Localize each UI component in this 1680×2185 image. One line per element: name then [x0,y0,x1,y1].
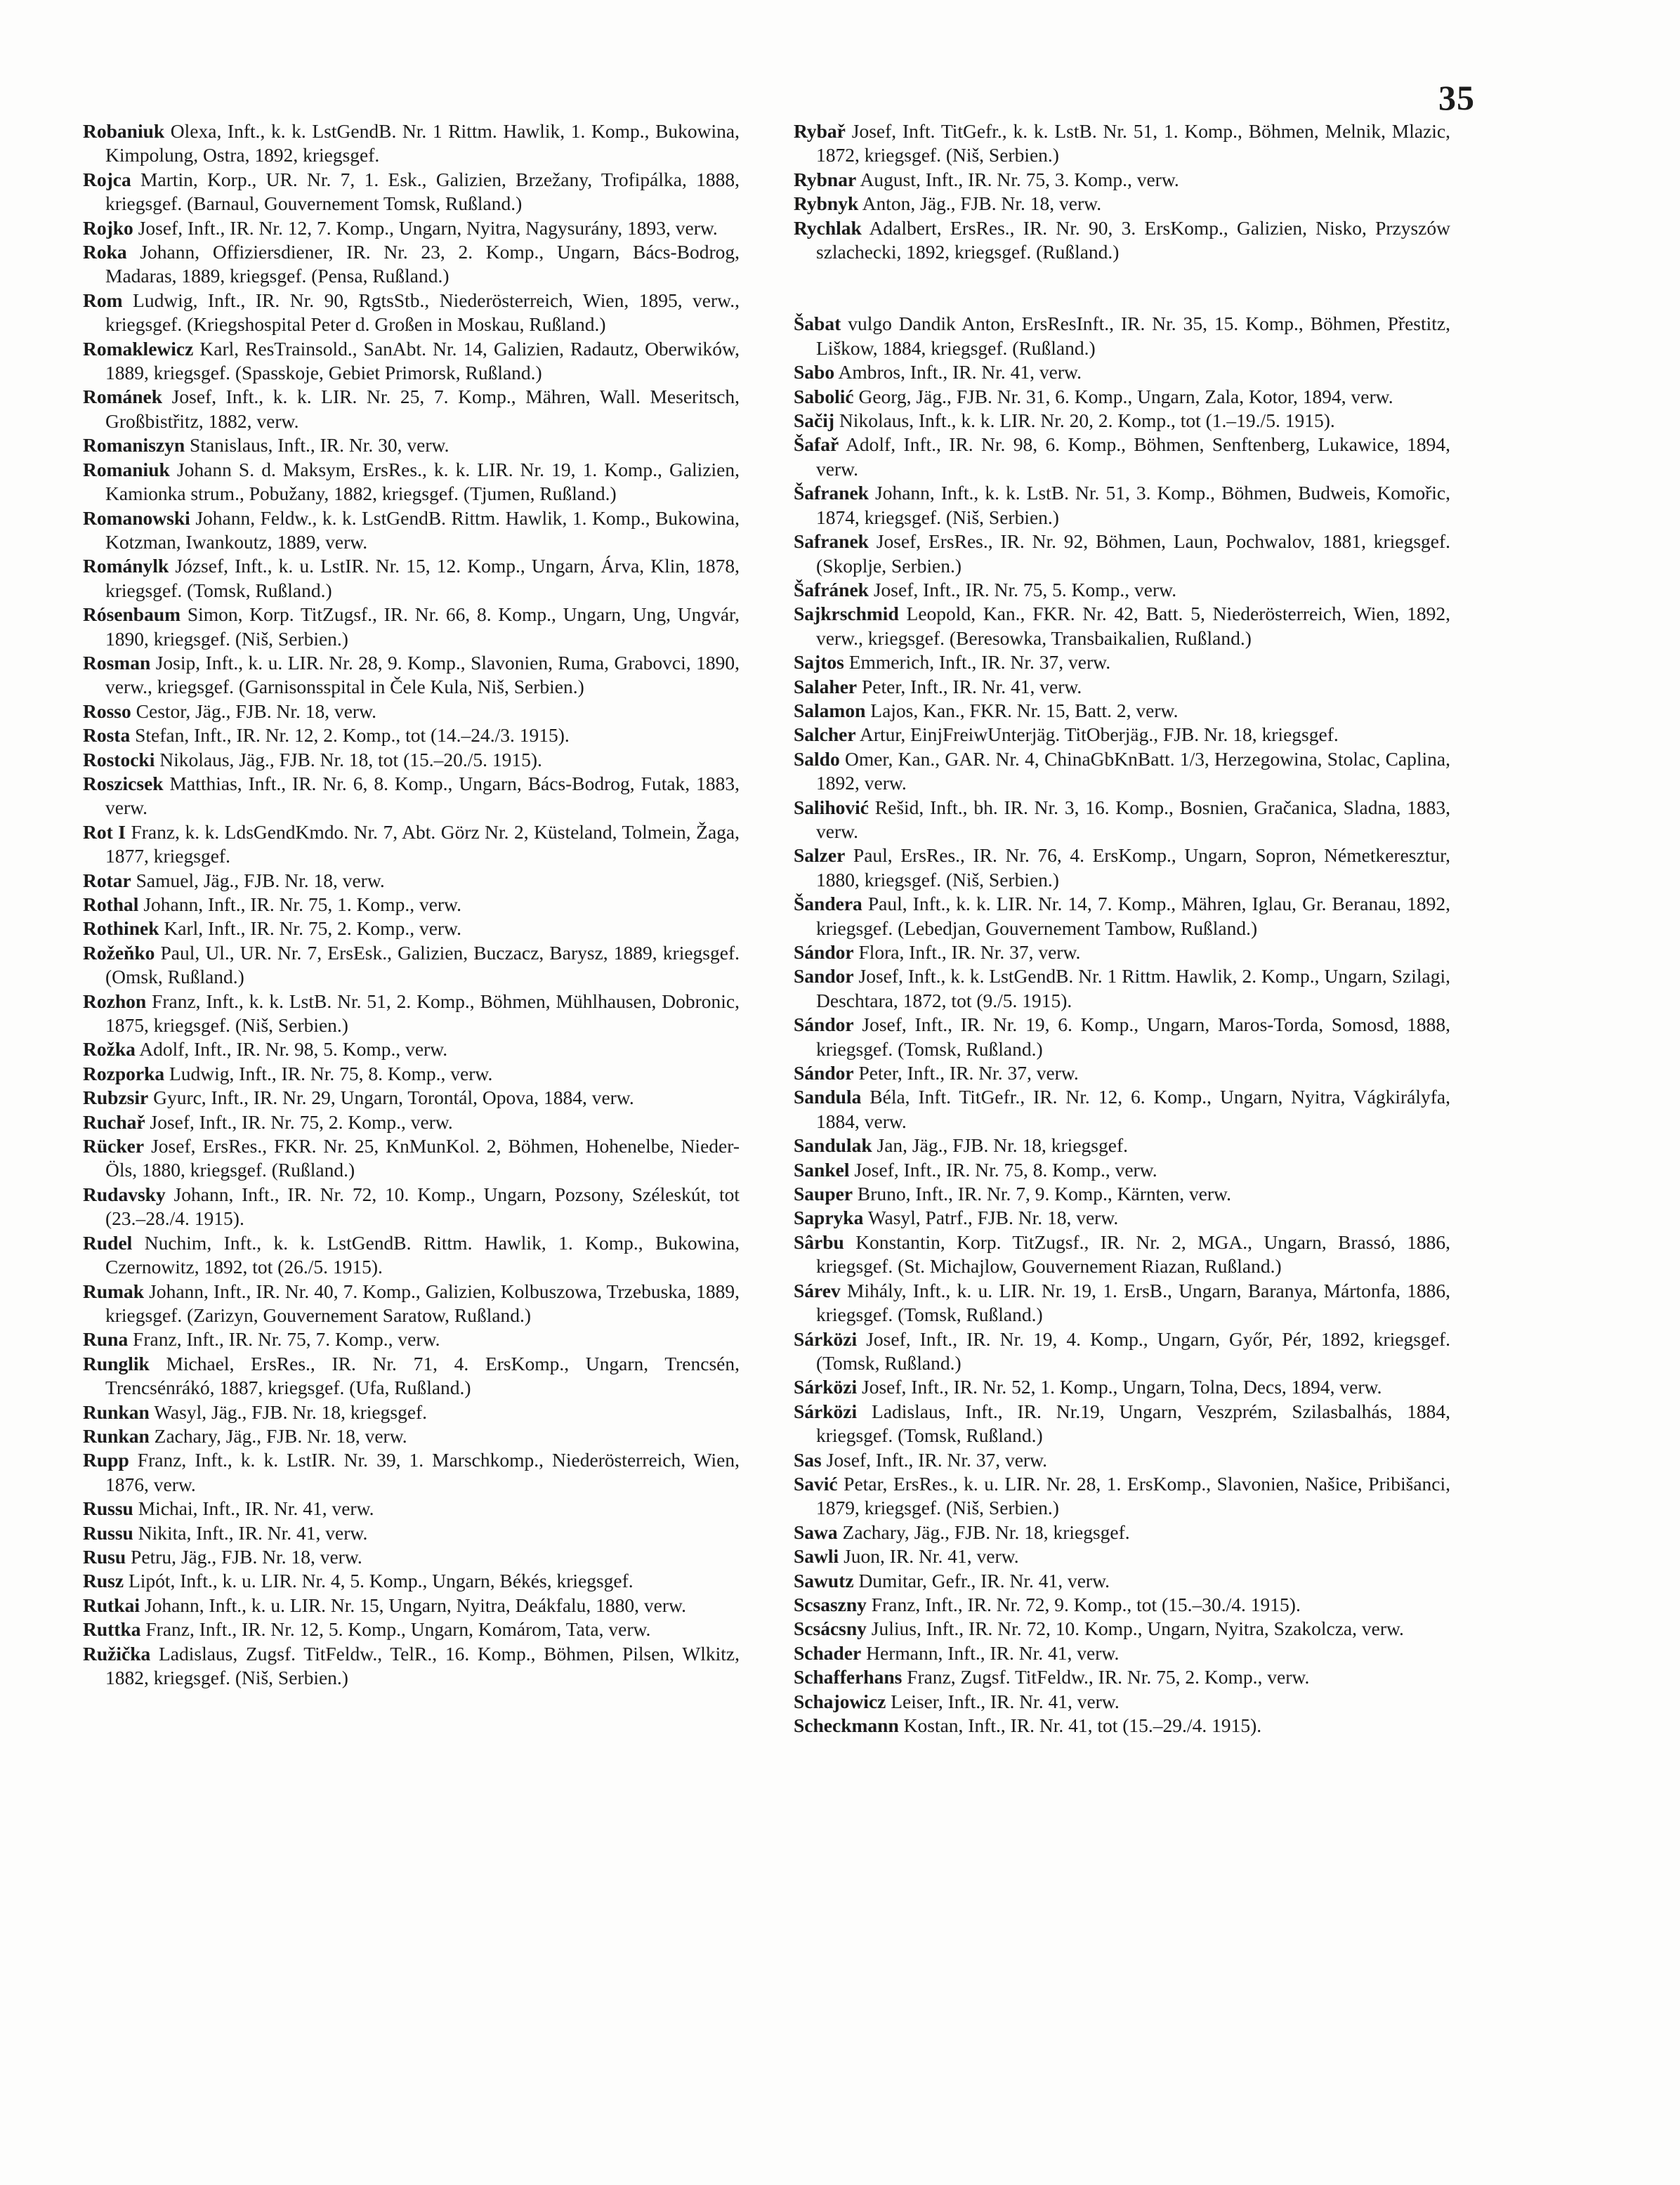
entry-surname: Rojko [83,216,133,239]
register-entry [83,1521,740,1545]
register-entry [794,1665,1450,1689]
entry-surname: Rozhon [83,990,147,1012]
register-entry [83,990,740,1038]
register-entry [794,360,1450,384]
entry-surname: Sabo [794,361,835,383]
register-entry [83,1497,740,1521]
entry-details: Johann, Inft., k. u. LIR. Nr. 15, Ungarn, Nyitra, Deákfalu, 1880, verw. [144,1594,686,1616]
register-entry [794,1013,1450,1061]
entry-details: Josef, Inft., IR. Nr. 12, 7. Komp., Ungarn, Nyitra, Nagysurány, 1893, verw. [138,216,718,239]
entry-details: Simon, Korp. TitZugsf., IR. Nr. 66, 8. Komp., Ungarn, Ung, Ungvár, 1890, kriegsgef. (Niš, Serbien.) [105,603,740,650]
entry-surname: Rothal [83,893,139,915]
entry-surname: Salihović [794,796,869,818]
entry-surname: Rücker [83,1135,145,1157]
register-entry [83,1062,740,1086]
entry-details: Paul, Inft., k. k. LIR. Nr. 14, 7. Komp., Mähren, Iglau, Gr. Beranau, 1892, kriegsgef. (Lebedjan, Gouvernement Tambow, Rußland.) [816,893,1451,939]
entry-surname: Sárközi [794,1376,858,1398]
entry-surname: Šabat [794,313,841,335]
entry-surname: Rumak [83,1280,145,1302]
entry-details: Johann, Inft., IR. Nr. 75, 1. Komp., verw. [143,893,462,915]
entry-surname: Rudavsky [83,1183,166,1205]
register-entry [794,409,1450,433]
register-entry [794,699,1450,723]
entry-surname: Rósenbaum [83,603,181,626]
entry-details: Franz, Inft., IR. Nr. 72, 9. Komp., tot (15.–30./4. 1915). [871,1593,1301,1615]
entry-surname: Rot I [83,820,126,843]
entry-details: Kostan, Inft., IR. Nr. 41, tot (15.–29./4. 1915). [903,1714,1262,1736]
entry-surname: Sandulak [794,1134,872,1157]
register-entry [794,481,1450,530]
register-entry [83,1086,740,1110]
register-entry [83,506,740,555]
entry-surname: Robaniuk [83,120,165,142]
register-entry [83,216,740,240]
register-entry [794,1158,1450,1182]
register-entry [83,1183,740,1231]
entry-details: Mihály, Inft., k. u. LIR. Nr. 19, 1. ErsB., Ungarn, Baranya, Mártonfa, 1886, kriegsgef. (Tomsk, Rußland.) [816,1279,1450,1326]
entry-details: Johann S. d. Maksym, ErsRes., k. k. LIR. Nr. 19, 1. Komp., Galizien, Kamionka strum., Pobužany, 1882, kriegsgef. (Tjumen, Rußland.) [105,458,740,505]
register-entry [794,385,1450,409]
entry-details: Adolf, Inft., IR. Nr. 98, 5. Komp., verw. [139,1038,448,1061]
register-entry [794,168,1450,192]
register-entry [794,747,1450,796]
register-entry [794,1544,1450,1568]
entry-details: Paul, Ul., UR. Nr. 7, ErsEsk., Galizien, Buczacz, Barysz, 1889, kriegsgef. (Omsk, Rußland.) [105,941,740,988]
entry-details: Franz, Inft., IR. Nr. 75, 7. Komp., verw. [133,1328,440,1351]
register-entry [794,1375,1450,1399]
entry-surname: Sauper [794,1183,853,1205]
entry-details: Johann, Inft., IR. Nr. 72, 10. Komp., Ungarn, Pozsony, Széleskút, tot (23.–28./4. 1915). [105,1183,740,1230]
entry-surname: Sawa [794,1521,838,1543]
entry-details: Wasyl, Jäg., FJB. Nr. 18, kriegsgef. [154,1400,428,1423]
register-entry [83,1400,740,1424]
register-entry [794,433,1450,481]
register-entry [794,964,1450,1013]
register-entry [83,168,740,216]
entry-details: Johann, Inft., IR. Nr. 40, 7. Komp., Galizien, Kolbuszowa, Trzebuska, 1889, kriegsgef. (Zarizyn, Gouvernement Saratow, Rußland.) [105,1280,740,1326]
register-entry [83,1327,740,1351]
register-entry [83,772,740,820]
entry-surname: Sas [794,1448,822,1471]
entry-surname: Saldo [794,747,840,770]
register-entry [83,1594,740,1618]
entry-surname: Salzer [794,844,846,867]
register-entry [83,869,740,893]
entry-details: Franz, Inft., k. k. LstB. Nr. 51, 2. Komp., Böhmen, Mühlhausen, Dobronic, 1875, kriegsgef. (Niš, Serbien.) [105,990,740,1037]
entry-details: Hermann, Inft., IR. Nr. 41, verw. [866,1641,1120,1664]
entry-surname: Runkan [83,1400,150,1423]
entry-details: vulgo Dandik Anton, ErsResInft., IR. Nr. 35, 15. Komp., Böhmen, Přestitz, Liškow, 1884, kriegsgef. (Rußland.) [816,313,1450,359]
entry-details: Josef, Inft., IR. Nr. 75, 2. Komp., verw. [150,1110,453,1133]
entry-surname: Rybnar [794,168,857,190]
entry-details: Paul, ErsRes., IR. Nr. 76, 4. ErsKomp., Ungarn, Sopron, Németkeresztur, 1880, kriegsgef. (Niš, Serbien.) [816,844,1451,891]
entry-surname: Safranek [794,530,869,553]
entry-surname: Rybnyk [794,192,859,215]
entry-details: Josef, Inft. TitGefr., k. k. LstB. Nr. 51, 1. Komp., Böhmen, Melnik, Mlazic, 1872, kriegsgef. (Niš, Serbien.) [816,120,1451,166]
entry-details: Adolf, Inft., IR. Nr. 98, 6. Komp., Böhmen, Senftenberg, Lukawice, 1894, verw. [816,433,1450,480]
entry-details: Karl, Inft., IR. Nr. 75, 2. Komp., verw. [164,917,462,940]
register-entry [794,119,1450,168]
register-entry [794,1061,1450,1085]
entry-details: Rešid, Inft., bh. IR. Nr. 3, 16. Komp., Bosnien, Gračanica, Sladna, 1883, verw. [816,796,1450,842]
entry-surname: Scsaszny [794,1593,867,1615]
entry-details: Michael, ErsRes., IR. Nr. 71, 4. ErsKomp., Ungarn, Trencsén, Trencsénrákó, 1887, kriegsgef. (Ufa, Rußland.) [105,1352,740,1399]
register-entry [83,385,740,433]
entry-surname: Sárközi [794,1400,858,1422]
register-entry [794,675,1450,699]
entry-details: Josef, Inft., IR. Nr. 52, 1. Komp., Ungarn, Tolna, Decs, 1894, verw. [862,1376,1382,1398]
entry-surname: Runa [83,1328,129,1351]
register-entry [794,312,1450,360]
entry-details: Cestor, Jäg., FJB. Nr. 18, verw. [136,700,377,722]
entry-surname: Rutkai [83,1594,140,1616]
entry-details: Ladislaus, Zugsf. TitFeldw., TelR., 16. Komp., Böhmen, Pilsen, Wlkitz, 1882, kriegsgef. (Niš, Serbien.) [105,1642,740,1688]
register-entry [83,941,740,990]
entry-surname: Rychlak [794,216,862,239]
entry-surname: Sárev [794,1279,841,1301]
register-entry [83,1618,740,1641]
register-entry [794,602,1450,650]
entry-surname: Sapryka [794,1207,864,1229]
entry-details: Johann, Inft., k. k. LstB. Nr. 51, 3. Komp., Böhmen, Budweis, Komořic, 1874, kriegsgef. (Niš, Serbien.) [816,482,1450,528]
register-entry [794,844,1450,892]
register-entry [83,1134,740,1183]
entry-details: József, Inft., k. u. LstIR. Nr. 15, 12. Komp., Ungarn, Árva, Klin, 1878, kriegsgef. (Tomsk, Rußland.) [105,555,740,601]
entry-details: Stanislaus, Inft., IR. Nr. 30, verw. [190,434,449,457]
entry-surname: Runglik [83,1352,150,1374]
entry-surname: Scsácsny [794,1618,867,1640]
register-entry [83,433,740,457]
entry-surname: Rubzsir [83,1087,149,1109]
entry-surname: Rožka [83,1038,136,1061]
entry-surname: Romaniuk [83,458,170,480]
entry-surname: Rozporka [83,1062,165,1084]
entry-surname: Salcher [794,723,856,746]
entry-details: Josef, Inft., k. k. LIR. Nr. 25, 7. Komp., Mähren, Wall. Meseritsch, Großbistřitz, 1882, verw. [105,386,740,432]
entry-details: Nuchim, Inft., k. k. LstGendB. Rittm. Hawlik, 1. Komp., Bukowina, Czernowitz, 1892, tot (26./5. 1915). [105,1231,740,1278]
entry-details: Zachary, Jäg., FJB. Nr. 18, kriegsgef. [842,1521,1130,1543]
entry-surname: Rosso [83,700,131,722]
entry-surname: Romaklewicz [83,337,194,360]
entry-surname: Russu [83,1497,133,1520]
register-entry [83,1231,740,1280]
register-entry [83,1424,740,1448]
entry-surname: Sajtos [794,651,844,674]
register-entry [83,119,740,168]
register-entry [794,1182,1450,1206]
entry-details: Anton, Jäg., FJB. Nr. 18, verw. [862,192,1102,215]
register-entry [794,216,1450,265]
entry-surname: Rudel [83,1231,133,1254]
entry-details: August, Inft., IR. Nr. 75, 3. Komp., verw. [860,168,1179,190]
entry-surname: Ružička [83,1642,151,1665]
entry-surname: Rybař [794,120,846,142]
entry-surname: Rotar [83,869,131,891]
register-entry [83,651,740,700]
entry-details: Bruno, Inft., IR. Nr. 7, 9. Komp., Kärnten, verw. [857,1183,1232,1205]
entry-details: Stefan, Inft., IR. Nr. 12, 2. Komp., tot (14.–24./3. 1915). [135,724,570,747]
entry-details: Peter, Inft., IR. Nr. 37, verw. [858,1062,1079,1084]
entry-surname: Roszicsek [83,772,164,794]
entry-details: Josef, Inft., IR. Nr. 19, 6. Komp., Ungarn, Maros-Torda, Somosd, 1888, kriegsgef. (Tomsk, Rußland.) [816,1013,1451,1060]
page-number: 35 [1438,78,1475,117]
entry-details: Lipót, Inft., k. u. LIR. Nr. 4, 5. Komp., Ungarn, Békés, kriegsgef. [128,1570,634,1592]
register-entry [83,820,740,869]
entry-surname: Sajkrschmid [794,603,899,625]
register-entry [794,1521,1450,1544]
entry-surname: Sabolić [794,385,854,407]
entry-details: Jan, Jäg., FJB. Nr. 18, kriegsgef. [877,1134,1128,1157]
entry-details: Artur, EinjFreiwUnterjäg. TitOberjäg., FJB. Nr. 18, kriegsgef. [859,723,1339,746]
entry-surname: Šafař [794,433,839,456]
entry-details: Ambros, Inft., IR. Nr. 41, verw. [838,361,1082,383]
entry-details: Martin, Korp., UR. Nr. 7, 1. Esk., Galizien, Brzežany, Trofipálka, 1888, kriegsgef. (Barnaul, Gouvernement Tomsk, Rußland.) [105,168,740,215]
register-entry [794,1569,1450,1593]
entry-surname: Rostocki [83,748,155,770]
entry-surname: Rojca [83,168,131,190]
register-entry [83,723,740,747]
register-entry [794,192,1450,216]
register-entry [794,940,1450,964]
register-entry [83,240,740,289]
register-entry [83,1569,740,1593]
entry-surname: Salaher [794,675,858,697]
register-entry [83,603,740,651]
entry-surname: Románek [83,386,163,408]
entry-details: Nikita, Inft., IR. Nr. 41, verw. [138,1521,368,1544]
entry-surname: Sárközi [794,1327,858,1350]
entry-surname: Sandula [794,1086,862,1108]
entry-details: Petru, Jäg., FJB. Nr. 18, verw. [131,1545,362,1568]
register-entry [83,1352,740,1400]
entry-details: Leiser, Inft., IR. Nr. 41, verw. [891,1690,1120,1712]
register-entry [83,1280,740,1328]
entry-surname: Rosta [83,724,131,747]
entry-surname: Rupp [83,1449,129,1471]
register-entry [83,554,740,603]
register-entry [794,578,1450,602]
register-entry [83,893,740,917]
entry-surname: Romanowski [83,506,190,529]
entry-details: Julius, Inft., IR. Nr. 72, 10. Komp., Ungarn, Nyitra, Szakolcza, verw. [871,1618,1404,1640]
entry-details: Omer, Kan., GAR. Nr. 4, ChinaGbKnBatt. 1/3, Herzegowina, Stolac, Caplina, 1892, verw. [816,747,1450,794]
register-entry [794,1690,1450,1714]
entry-details: Ladislaus, Inft., IR. Nr.19, Ungarn, Veszprém, Szilasbalhás, 1884, kriegsgef. (Tomsk, Rußland.) [816,1400,1451,1447]
entry-details: Karl, ResTrainsold., SanAbt. Nr. 14, Galizien, Radautz, Oberwików, 1889, kriegsgef. (Spasskoje, Gebiet Primorsk, Rußland.) [105,337,740,384]
entry-details: Ludwig, Inft., IR. Nr. 90, RgtsStb., Niederösterreich, Wien, 1895, verw., kriegsgef. (Kriegshospital Peter d. Großen in Moskau, Rußland.) [105,289,740,336]
left-column [83,119,740,1690]
register-entry [794,723,1450,747]
entry-details: Olexa, Inft., k. k. LstGendB. Nr. 1 Rittm. Hawlik, 1. Komp., Bukowina, Kimpolung, Ostra, 1892, kriegsgef. [105,120,740,166]
entry-details: Juon, IR. Nr. 41, verw. [844,1545,1019,1568]
entry-surname: Rusu [83,1545,126,1568]
entry-surname: Sankel [794,1158,850,1181]
entry-details: Gyurc, Inft., IR. Nr. 29, Ungarn, Torontál, Opova, 1884, verw. [153,1087,634,1109]
register-entry [83,1642,740,1691]
entry-details: Samuel, Jäg., FJB. Nr. 18, verw. [136,869,385,891]
entry-details: Georg, Jäg., FJB. Nr. 31, 6. Komp., Ungarn, Zala, Kotor, 1894, verw. [858,385,1393,407]
entry-surname: Runkan [83,1424,150,1447]
entry-surname: Sándor [794,1062,854,1084]
entry-details: Nikolaus, Inft., k. k. LIR. Nr. 20, 2. Komp., tot (1.–19./5. 1915). [839,409,1335,432]
register-entry [83,1545,740,1569]
register-entry [794,1134,1450,1157]
entry-surname: Schajowicz [794,1690,886,1712]
register-entry [83,337,740,386]
entry-details: Franz, Inft., IR. Nr. 12, 5. Komp., Ungarn, Komárom, Tata, verw. [145,1618,651,1641]
entry-surname: Šafránek [794,578,869,601]
entry-surname: Schader [794,1641,862,1664]
section-gap [794,264,1450,312]
entry-details: Franz, Zugsf. TitFeldw., IR. Nr. 75, 2. Komp., verw. [907,1666,1310,1688]
register-entry [794,1231,1450,1279]
register-entry [83,1110,740,1134]
entry-details: Leopold, Kan., FKR. Nr. 42, Batt. 5, Niederösterreich, Wien, 1892, verw., kriegsgef. (Beresowka, Transbaikalien, Rußland.) [816,603,1450,649]
register-entry [794,1617,1450,1641]
register-entry [794,530,1450,578]
register-entry [794,1593,1450,1617]
right-column [794,119,1450,1738]
register-entry [794,1472,1450,1521]
entry-surname: Roka [83,241,127,263]
entry-surname: Salamon [794,699,866,721]
entry-details: Flora, Inft., IR. Nr. 37, verw. [858,941,1081,963]
entry-surname: Savić [794,1472,838,1495]
entry-details: Josef, ErsRes., FKR. Nr. 25, KnMunKol. 2, Böhmen, Hohenelbe, Nieder-Öls, 1880, kriegsgef. (Rußland.) [105,1135,740,1181]
entry-details: Adalbert, ErsRes., IR. Nr. 90, 3. ErsKomp., Galizien, Nisko, Przyszów szlachecki, 1892, kriegsgef. (Rußland.) [816,216,1450,263]
entry-surname: Románylk [83,555,169,577]
entry-surname: Sándor [794,1013,854,1036]
register-entry [794,1206,1450,1230]
entry-details: Franz, k. k. LdsGendKmdo. Nr. 7, Abt. Görz Nr. 2, Küsteland, Tolmein, Žaga, 1877, kriegsgef. [105,820,740,867]
entry-surname: Sârbu [794,1231,844,1253]
entry-surname: Šandera [794,893,862,915]
entry-surname: Rosman [83,651,151,674]
entry-details: Petar, ErsRes., k. u. LIR. Nr. 28, 1. ErsKomp., Slavonien, Našice, Pribišanci, 1879, kriegsgef. (Niš, Serbien.) [816,1472,1451,1519]
register-entry [83,1037,740,1061]
entry-surname: Sándor [794,941,854,963]
entry-details: Ludwig, Inft., IR. Nr. 75, 8. Komp., verw. [169,1062,493,1084]
register-entry [83,917,740,940]
entry-details: Josef, ErsRes., IR. Nr. 92, Böhmen, Laun, Pochwalov, 1881, kriegsgef. (Skoplje, Serbien.) [816,530,1451,577]
entry-details: Nikolaus, Jäg., FJB. Nr. 18, tot (15.–20./5. 1915). [159,748,542,770]
register-entry [794,650,1450,674]
entry-details: Peter, Inft., IR. Nr. 41, verw. [862,675,1082,697]
entry-details: Josef, Inft., IR. Nr. 37, verw. [826,1448,1048,1471]
register-entry [83,458,740,506]
entry-details: Josef, Inft., IR. Nr. 75, 8. Komp., verw. [854,1158,1157,1181]
entry-surname: Ruchař [83,1110,145,1133]
register-entry [794,1641,1450,1665]
entry-surname: Schafferhans [794,1666,903,1688]
entry-details: Johann, Offiziersdiener, IR. Nr. 23, 2. Komp., Ungarn, Bács-Bodrog, Madaras, 1889, kriegsgef. (Pensa, Rußland.) [105,241,740,287]
entry-surname: Sačij [794,409,835,432]
entry-details: Johann, Feldw., k. k. LstGendB. Rittm. Hawlik, 1. Komp., Bukowina, Kotzman, Iwankoutz, 1889, verw. [105,506,740,553]
entry-details: Béla, Inft. TitGefr., IR. Nr. 12, 6. Komp., Ungarn, Nyitra, Vágkirályfa, 1884, verw. [816,1086,1451,1132]
register-entry [794,796,1450,844]
entry-surname: Rothinek [83,917,159,940]
entry-details: Michai, Inft., IR. Nr. 41, verw. [138,1497,374,1520]
entry-details: Franz, Inft., k. k. LstIR. Nr. 39, 1. Marschkomp., Niederösterreich, Wien, 1876, verw. [105,1449,740,1495]
entry-surname: Rom [83,289,123,311]
entry-surname: Rusz [83,1570,124,1592]
register-entry [794,1327,1450,1376]
entry-details: Konstantin, Korp. TitZugsf., IR. Nr. 2, MGA., Ungarn, Brassó, 1886, kriegsgef. (St. Michajlow, Gouvernement Riazan, Rußland.) [816,1231,1450,1278]
entry-surname: Sawutz [794,1569,854,1592]
register-entry [83,1448,740,1497]
entry-details: Josip, Inft., k. u. LIR. Nr. 28, 9. Komp., Slavonien, Ruma, Grabovci, 1890, verw., kriegsgef. (Garnisonsspital in Čele Kula, Niš, Serbien.) [105,651,740,698]
register-entry [794,892,1450,940]
entry-surname: Romaniszyn [83,434,185,457]
entry-details: Josef, Inft., IR. Nr. 19, 4. Komp., Ungarn, Győr, Pér, 1892, kriegsgef. (Tomsk, Rußland.) [816,1327,1451,1374]
register-entry [794,1085,1450,1134]
entry-details: Josef, Inft., k. k. LstGendB. Nr. 1 Rittm. Hawlik, 2. Komp., Ungarn, Szilagi, Deschtara, 1872, tot (9./5. 1915). [816,965,1450,1011]
entry-surname: Sandor [794,965,854,987]
register-entry [794,1448,1450,1472]
entry-surname: Scheckmann [794,1714,899,1736]
register-entry [794,1714,1450,1738]
entry-surname: Russu [83,1521,133,1544]
entry-details: Lajos, Kan., FKR. Nr. 15, Batt. 2, verw. [870,699,1179,721]
register-entry [83,748,740,772]
register-entry [794,1279,1450,1327]
entry-details: Josef, Inft., IR. Nr. 75, 5. Komp., verw. [873,578,1177,601]
register-entry [794,1400,1450,1448]
entry-details: Zachary, Jäg., FJB. Nr. 18, verw. [154,1424,407,1447]
entry-details: Wasyl, Patrf., FJB. Nr. 18, verw. [867,1207,1119,1229]
entry-surname: Rožeňko [83,941,155,964]
entry-details: Matthias, Inft., IR. Nr. 6, 8. Komp., Ungarn, Bács-Bodrog, Futak, 1883, verw. [105,772,740,819]
entry-surname: Ruttka [83,1618,141,1641]
entry-surname: Sawli [794,1545,839,1568]
entry-details: Dumitar, Gefr., IR. Nr. 41, verw. [858,1569,1110,1592]
entry-details: Emmerich, Inft., IR. Nr. 37, verw. [848,651,1111,674]
register-entry [83,289,740,337]
register-entry [83,700,740,723]
entry-surname: Šafranek [794,482,869,504]
